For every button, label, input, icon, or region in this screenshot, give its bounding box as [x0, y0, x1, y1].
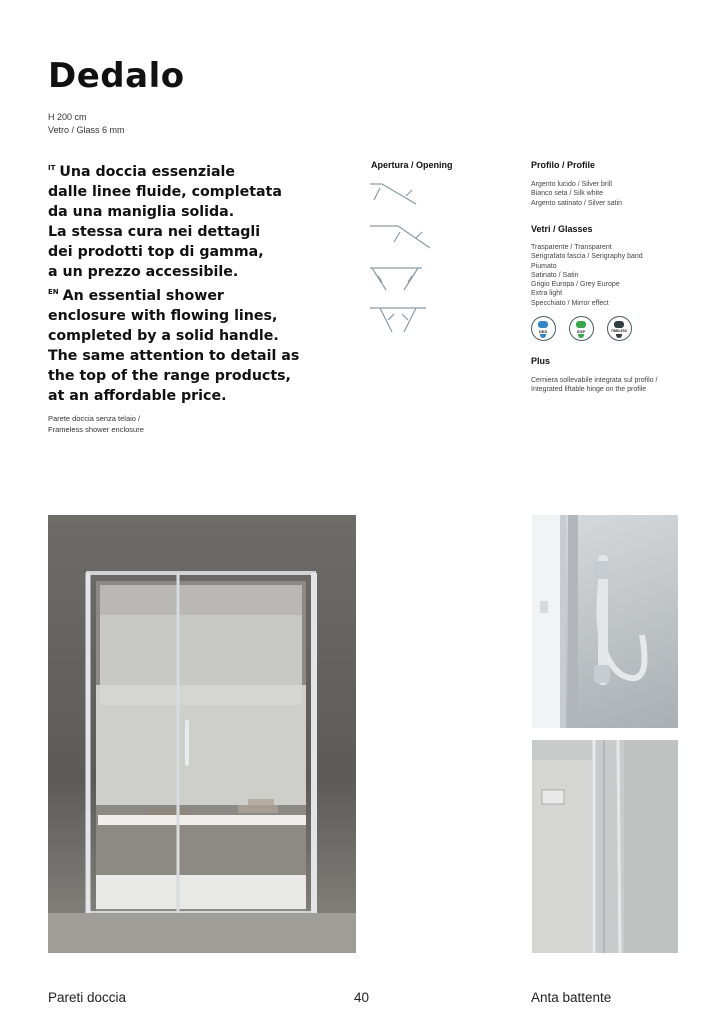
- description-line: La stessa cura nei dettagli: [48, 224, 261, 240]
- opening-diagram-4: [370, 308, 426, 332]
- opening-diagram-1: [370, 184, 416, 204]
- plus-heading: Plus: [531, 356, 551, 366]
- list-item: Bianco seta / Silk white: [531, 190, 603, 198]
- opening-diagram-2: [370, 226, 430, 248]
- list-item: Piumato: [531, 262, 557, 270]
- shower-photo-illustration: [48, 515, 356, 953]
- ges-badge-icon: GES: [531, 316, 556, 341]
- description-line: enclosure with flowing lines,: [48, 308, 278, 324]
- opening-heading: Apertura / Opening: [371, 160, 453, 170]
- handle-detail-illustration: [532, 515, 678, 728]
- list-item: Argento satinato / Silver satin: [531, 199, 623, 207]
- timeless-badge-icon: TIMELESS: [607, 316, 632, 341]
- description-line: dei prodotti top di gamma,: [48, 244, 264, 260]
- frameless-note: Parete doccia senza telaio / Frameless shower enclosure: [48, 414, 144, 434]
- list-item: Serigrafato fascia / Serigraphy band: [531, 253, 643, 261]
- description: [48, 158, 338, 406]
- description-line: at an affordable price.: [48, 388, 227, 404]
- handle-detail-photo: [532, 515, 678, 728]
- footer-category: Anta battente: [531, 990, 612, 1005]
- spec-glass: Vetro / Glass 6 mm: [48, 125, 125, 135]
- description-line: dalle linee fluide, completata: [48, 184, 282, 200]
- description-line: $^{EN}$ An essential shower: [48, 288, 224, 304]
- profile-heading: Profilo / Profile: [531, 160, 596, 170]
- footer-section: Pareti doccia: [48, 990, 127, 1005]
- list-item: Cerniera sollevabile integrata sul profilo /: [531, 377, 658, 384]
- list-item: Extra light: [531, 290, 563, 298]
- plus-list: [531, 376, 657, 395]
- description-line: $^{IT}$ Una doccia essenziale: [48, 164, 236, 180]
- glasses-list: [531, 243, 643, 308]
- drain-detail-photo: [532, 740, 678, 953]
- language-tag-it: IT: [48, 164, 56, 172]
- list-item: Grigio Europa / Grey Europe: [531, 281, 620, 289]
- list-item: Satinato / Satin: [531, 271, 579, 279]
- main-product-photo: [48, 515, 356, 953]
- sgp-badge-icon: SGP: [569, 316, 594, 341]
- opening-diagram-3: [370, 268, 422, 290]
- description-line: completed by a solid handle.: [48, 328, 279, 344]
- list-item: Specchiato / Mirror effect: [531, 299, 609, 307]
- description-line: the top of the range products,: [48, 368, 291, 384]
- page-number: 40: [354, 990, 370, 1005]
- list-item: Argento lucido / Silver brill: [531, 181, 612, 188]
- page-title: Dedalo: [48, 56, 185, 96]
- glasses-heading: Vetri / Glasses: [531, 224, 593, 234]
- list-item: Integrated liftable hinge on the profile: [531, 386, 647, 394]
- language-tag-en: EN: [48, 288, 59, 296]
- description-line: The same attention to detail as: [48, 348, 300, 364]
- opening-diagrams: [368, 178, 438, 338]
- drain-detail-illustration: [532, 740, 678, 953]
- profile-list: [531, 180, 622, 208]
- list-item: Trasparente / Transparent: [531, 244, 612, 251]
- spec-height: H 200 cm: [48, 112, 87, 122]
- description-line: a un prezzo accessibile.: [48, 264, 239, 280]
- description-line: da una maniglia solida.: [48, 204, 235, 220]
